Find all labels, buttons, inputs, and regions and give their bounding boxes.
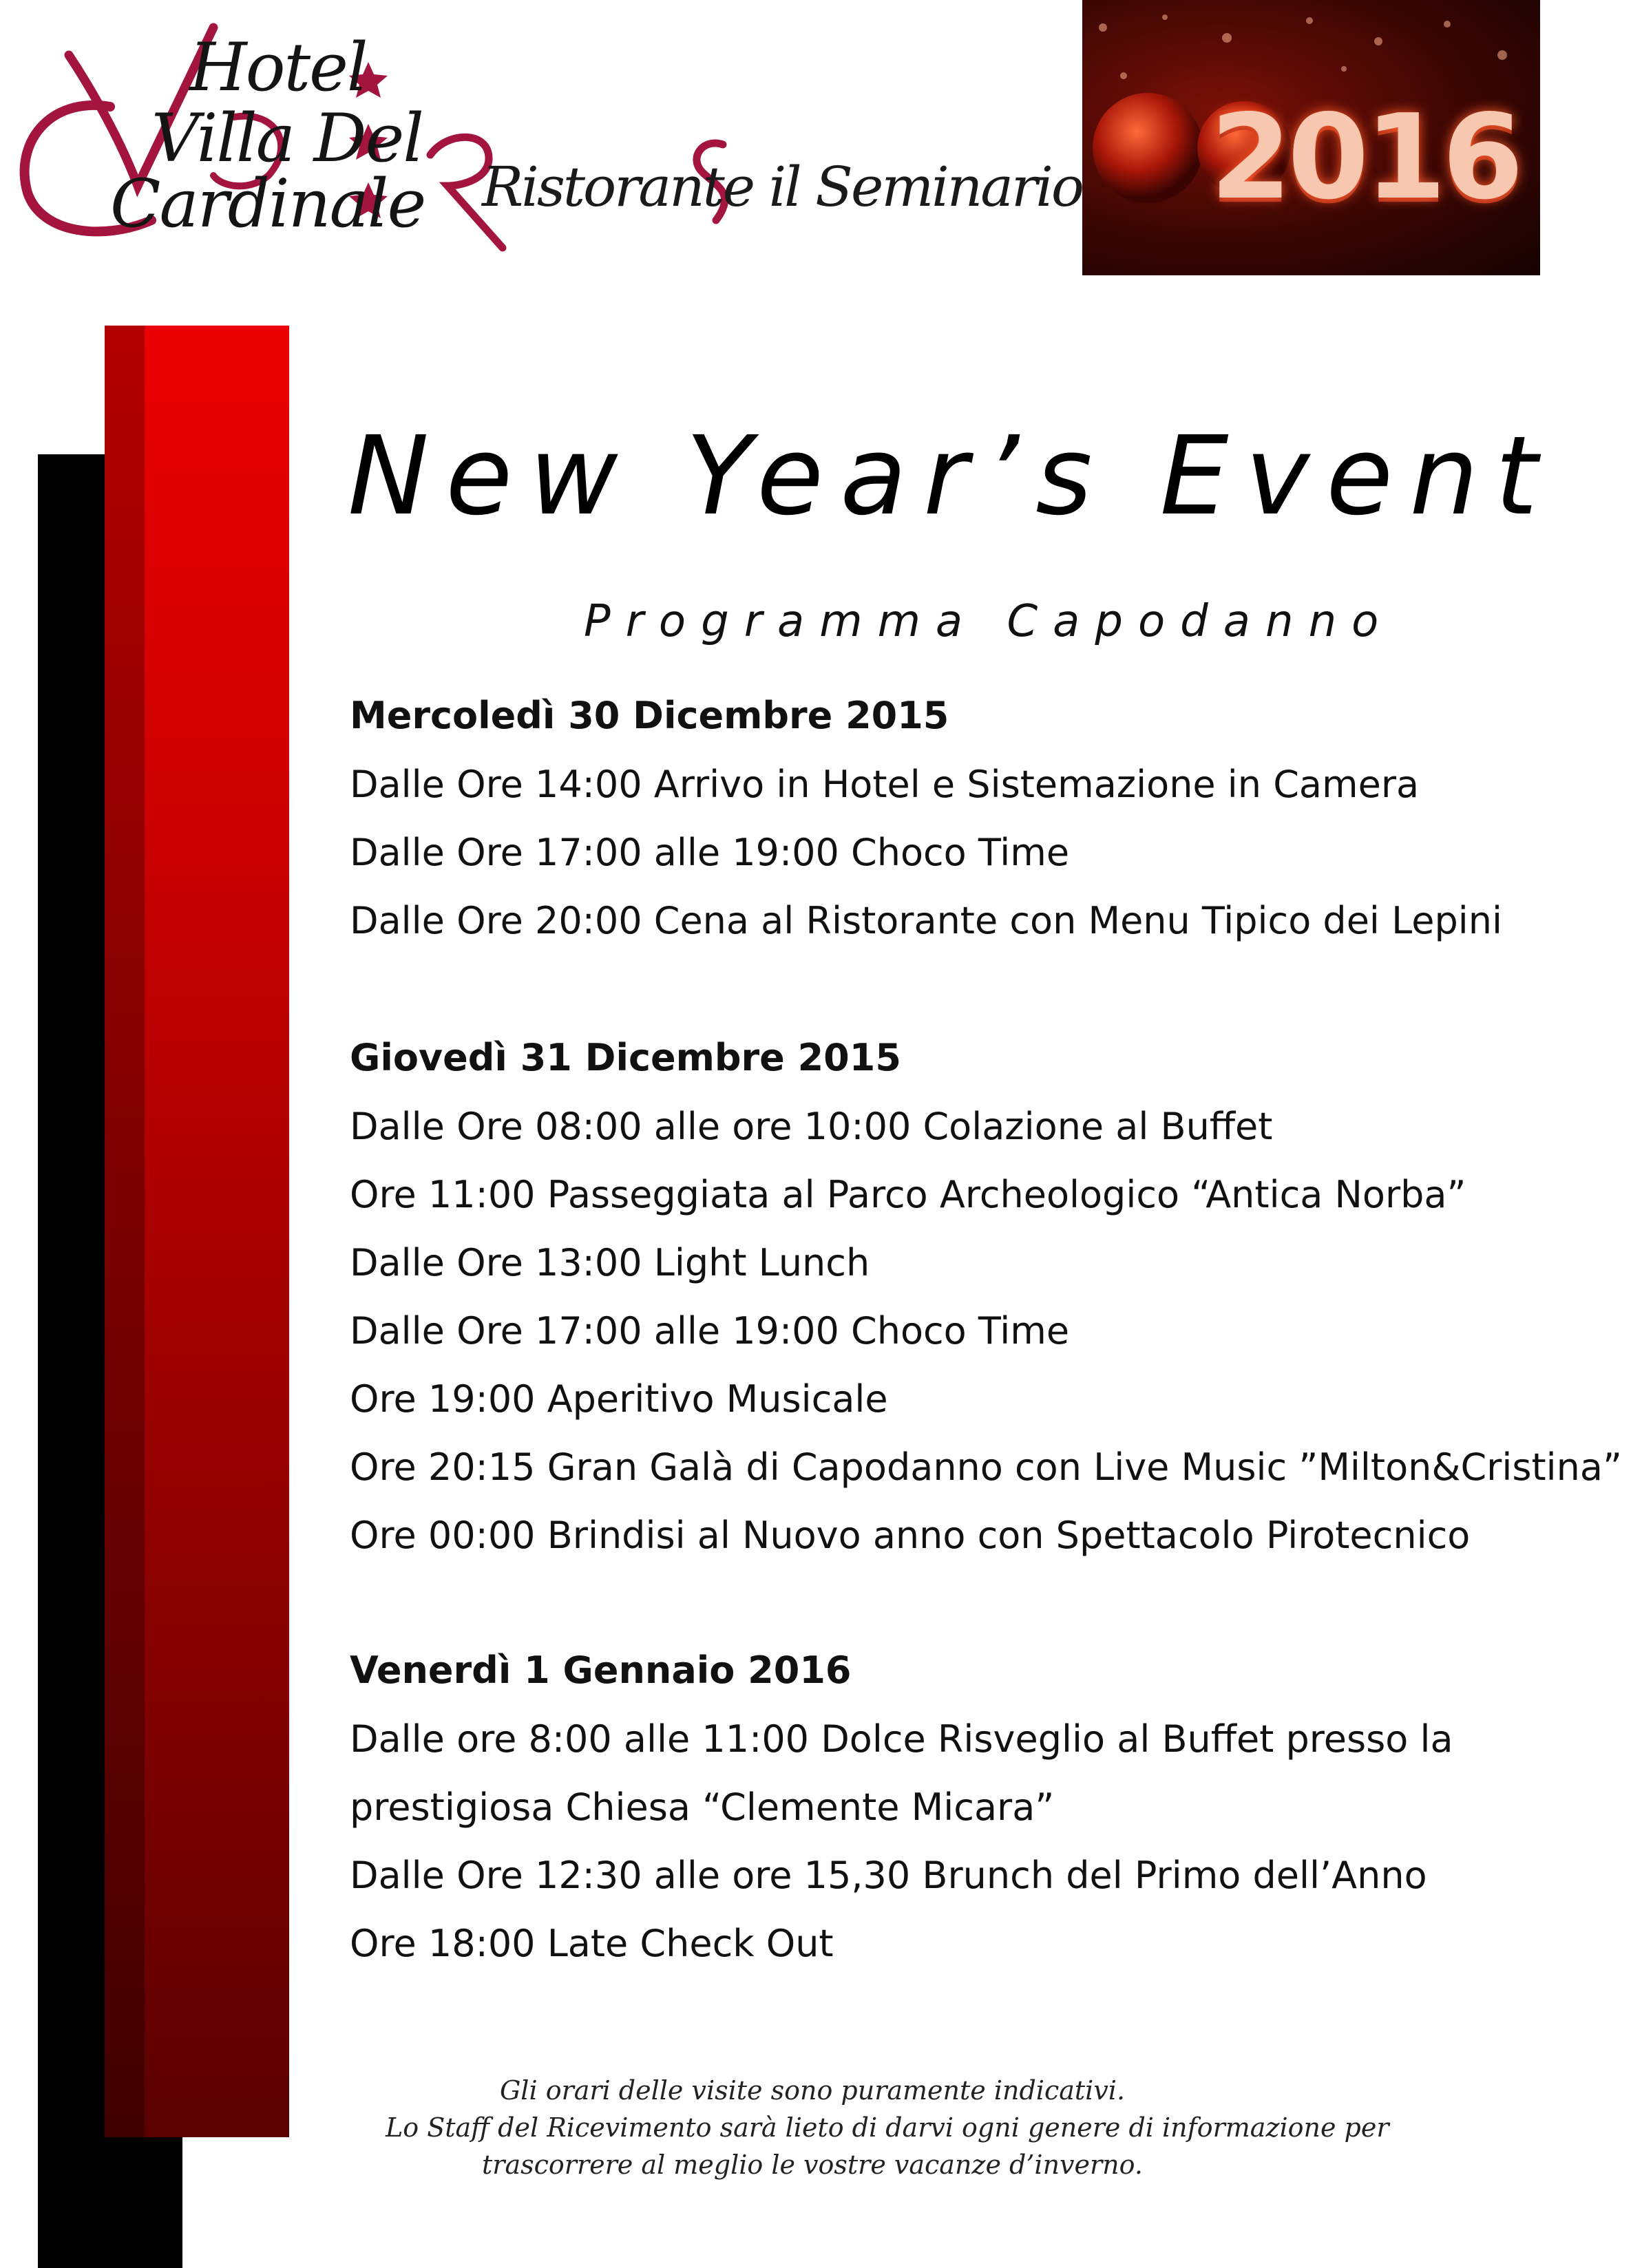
day-heading: Giovedì 31 Dicembre 2015 <box>350 1036 901 1079</box>
logo-villa-word: Villa Del <box>151 100 423 177</box>
page-subtitle: Programma Capodanno <box>584 596 1394 647</box>
day-section-1 <box>350 681 1617 955</box>
hotel-logo <box>7 14 1082 262</box>
schedule-item: Ore 00:00 Brindisi al Nuovo anno con Spettacolo Pirotecnico <box>350 1514 1471 1557</box>
footer-line: Gli orari delle visite sono puramente indicativi. <box>499 2075 1126 2106</box>
footer-note <box>386 2072 1389 2183</box>
schedule-item: Dalle ore 8:00 alle 11:00 Dolce Risveglio al Buffet presso la <box>350 1717 1453 1761</box>
schedule-item: Dalle Ore 14:00 Arrivo in Hotel e Sistemazione in Camera <box>350 763 1420 806</box>
schedule-item: Dalle Ore 20:00 Cena al Ristorante con Menu Tipico dei Lepini <box>350 899 1502 942</box>
schedule-item: Dalle Ore 13:00 Light Lunch <box>350 1241 870 1284</box>
photo-year-text: 2016 <box>1210 89 1519 226</box>
decorative-red-bar-edge <box>105 326 145 2137</box>
day-section-2 <box>350 1024 1622 1569</box>
day-section-3 <box>350 1636 1617 1978</box>
restaurant-name: Ristorante il Seminario <box>482 155 1082 219</box>
schedule-item: Dalle Ore 17:00 alle 19:00 Choco Time <box>350 1309 1070 1353</box>
schedule-item: Ore 11:00 Passeggiata al Parco Archeologico “Antica Norba” <box>350 1173 1466 1216</box>
footer-line: Lo Staff del Ricevimento sarà lieto di darvi ogni genere di informazione per <box>386 2112 1389 2143</box>
day-heading: Mercoledì 30 Dicembre 2015 <box>350 694 949 737</box>
schedule-item: Dalle Ore 17:00 alle 19:00 Choco Time <box>350 831 1070 874</box>
schedule-item: Dalle Ore 12:30 alle ore 15,30 Brunch del Primo dell’Anno <box>350 1854 1427 1897</box>
schedule-item: prestigiosa Chiesa “Clemente Micara” <box>350 1785 1055 1829</box>
schedule-item: Ore 19:00 Aperitivo Musicale <box>350 1377 888 1421</box>
new-year-photo <box>1082 0 1540 275</box>
page-title: New Year’s Event <box>348 413 1555 540</box>
day-heading: Venerdì 1 Gennaio 2016 <box>350 1649 852 1692</box>
schedule-item: Dalle Ore 08:00 alle ore 10:00 Colazione al Buffet <box>350 1105 1273 1148</box>
logo-hotel-word: Hotel <box>189 29 367 106</box>
footer-line: trascorrere al meglio le vostre vacanze d’inverno. <box>482 2150 1143 2180</box>
schedule-item: Ore 18:00 Late Check Out <box>350 1922 834 1965</box>
logo-cardinale-word: Cardinale <box>110 165 425 242</box>
schedule-item: Ore 20:15 Gran Galà di Capodanno con Live Music ”Milton&Cristina” <box>350 1445 1622 1489</box>
